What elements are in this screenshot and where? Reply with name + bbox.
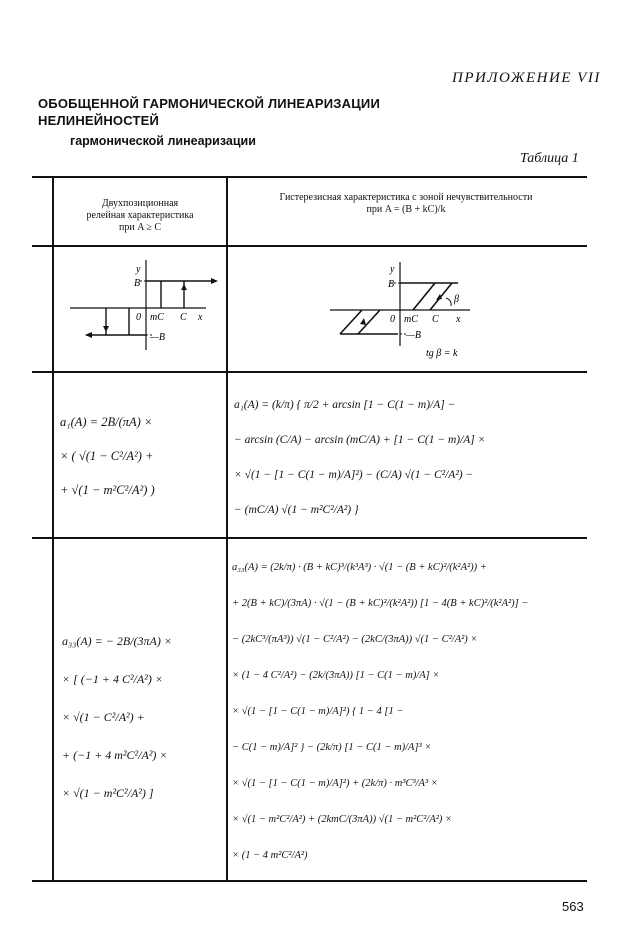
formula-line: × (1 − 4 m²C²/A²) (232, 850, 308, 861)
hysteresis-diagram (230, 250, 582, 368)
formula-line: × [ (−1 + 4 C²/A²) × (62, 672, 163, 686)
formula-line: × √(1 − [1 − C(1 − m)/A]²) + (2k/π) · m³C³/A³ × (232, 778, 438, 789)
page-number: 563 (562, 899, 584, 914)
jump-down-arrow-icon (103, 326, 109, 332)
section-subheading: гармонической линеаризации (70, 134, 256, 148)
formula-line: + 2(B + kC)/(3πA) · √(1 − (B + kC)²/(k²A²)) [1 − 4(B + kC)²/(k²A²)] − (232, 598, 529, 609)
lower-left-slope (340, 310, 362, 334)
label-mc: mC (404, 314, 418, 325)
header-left-line2: релейная характеристика (86, 210, 194, 221)
table-top-rule (32, 176, 587, 178)
left-border (52, 176, 54, 881)
formula-line: − arcsin (C/A) − arcsin (mC/A) + [1 − C(1 − m)/A] × (234, 434, 486, 446)
label-b: B (388, 279, 395, 290)
formula-line: × √(1 − C²/A²) + (62, 710, 145, 724)
heading-line-2: НЕЛИНЕЙНОСТЕЙ (38, 113, 160, 128)
section-heading (38, 95, 380, 129)
heading-line-1: ОБОБЩЕННОЙ ГАРМОНИЧЕСКОЙ ЛИНЕАРИЗАЦИИ (38, 96, 381, 111)
header-left (56, 198, 224, 234)
formula-a1-hysteresis (234, 388, 485, 528)
formula-line: a₁(A) = (k/π) { π/2 + arcsin [1 − C(1 − m)/A] − (234, 399, 456, 411)
label-x: x (198, 312, 203, 323)
table-bottom-rule (32, 880, 587, 882)
formula-line: × √(1 − m²C²/A²) + (2kmC/(3πA)) √(1 − m²C²/A²) × (232, 814, 453, 825)
formula-a33-relay (62, 622, 172, 812)
label-beta: β (454, 294, 459, 305)
formula-line: − (2kC³/(πA³)) √(1 − C²/A²) − (2kC/(3πA)) √(1 − C²/A²) × (232, 634, 478, 645)
label-x: x (456, 314, 461, 325)
formula-line: − C(1 − m)/A]² } − (2k/π) [1 − C(1 − m)/A]³ × (232, 742, 432, 753)
beta-arc (446, 298, 451, 306)
formula-line: a₃₃(A) = − 2B/(3πA) × (62, 634, 172, 648)
jump-up-arrow-icon (181, 284, 187, 290)
formula-line: a₃₃(A) = (2k/π) · (B + kC)³/(k³A³) · √(1 − (B + kC)²/(k²A²)) + (232, 562, 487, 573)
formula-line: + (−1 + 4 m²C²/A²) × (62, 748, 168, 762)
row2-rule (32, 537, 587, 539)
slope-arrow-lower-icon (360, 318, 366, 325)
header-right-line2: при A = (B + kC)/k (366, 204, 446, 215)
label-neg-b: —B (150, 332, 165, 343)
formula-line: a₁(A) = 2B/(πA) × (60, 415, 153, 429)
label-mc: mC (150, 312, 164, 323)
formula-line: × √(1 − [1 − C(1 − m)/A]²) { 1 − 4 [1 − (232, 706, 404, 717)
slope-arrow-icon (436, 294, 442, 300)
header-rule (32, 245, 587, 247)
table-label: Таблица 1 (520, 151, 579, 166)
formula-line: × (1 − 4 C²/A²) − (2k/(3πA)) [1 − C(1 − m)/A] × (232, 670, 440, 681)
diagram-row-rule (32, 371, 587, 373)
appendix-title: ПРИЛОЖЕНИЕ VII (452, 70, 601, 86)
label-b: B (134, 278, 141, 289)
label-c: C (180, 312, 187, 323)
formula-line: − (mC/A) √(1 − m²C²/A²) } (234, 504, 359, 516)
lower-right-slope (358, 310, 380, 334)
upper-arrow-icon (211, 278, 218, 284)
lower-arrow-icon (85, 332, 92, 338)
label-y: y (136, 264, 141, 275)
upper-left-slope (413, 283, 435, 310)
formula-line: × √(1 − [1 − C(1 − m)/A]²) − (C/A) √(1 − C²/A²) − (234, 469, 474, 481)
formula-line: × √(1 − m²C²/A²) ] (62, 786, 154, 800)
header-left-line1: Двухпозиционная (101, 198, 179, 209)
column-divider (226, 176, 228, 881)
label-origin: 0 (390, 314, 395, 325)
header-right (230, 192, 582, 216)
relay-diagram (56, 250, 224, 368)
label-c: C (432, 314, 439, 325)
label-tg-beta: tg β = k (426, 348, 458, 359)
formula-line: + √(1 − m²C²/A²) ) (60, 483, 155, 497)
label-neg-b: —B (406, 330, 421, 341)
label-y: y (390, 264, 395, 275)
formula-a33-hysteresis (232, 550, 528, 874)
label-origin: 0 (136, 312, 141, 323)
formula-a1-relay (60, 405, 155, 507)
header-right-line1: Гистерезисная характеристика с зоной нечувствительности (279, 192, 533, 203)
formula-line: × ( √(1 − C²/A²) + (60, 449, 154, 463)
header-left-line3: при A ≥ C (118, 222, 162, 233)
